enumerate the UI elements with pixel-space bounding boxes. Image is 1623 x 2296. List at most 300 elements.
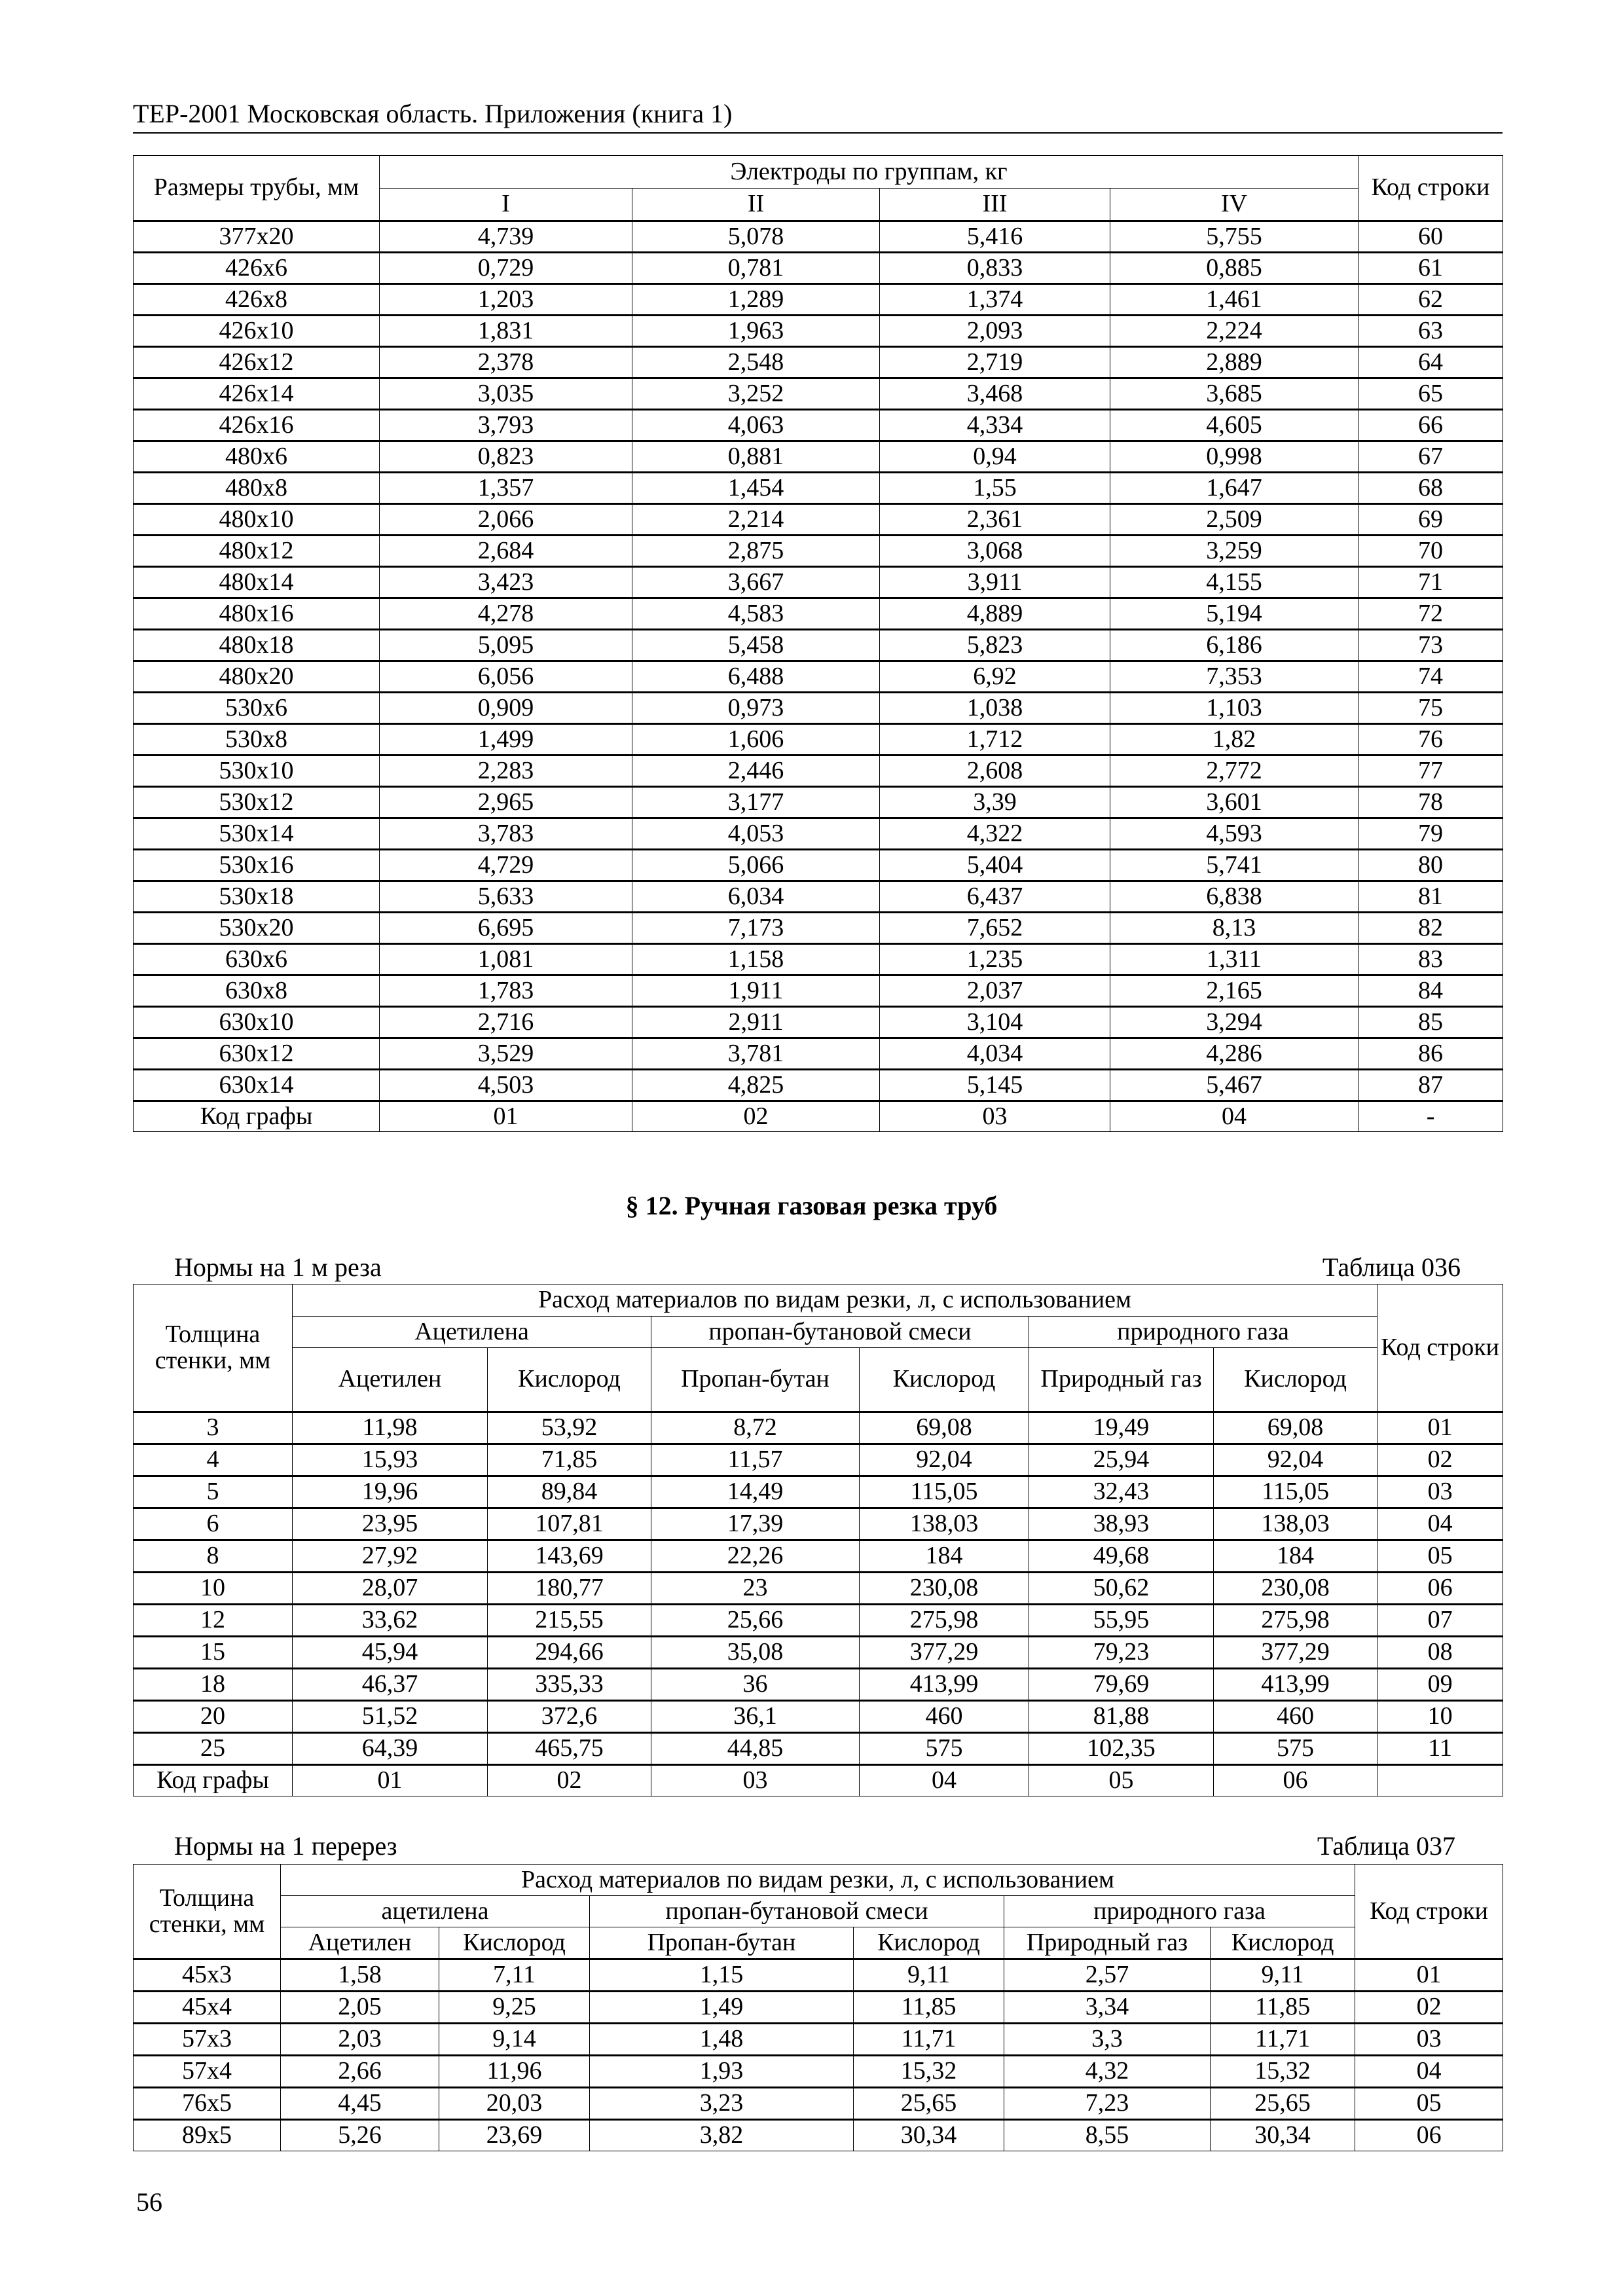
table-cell: 480x6 — [134, 441, 380, 473]
table-cell: 1,58 — [281, 1959, 439, 1992]
table-cell: 1,374 — [880, 284, 1110, 316]
table-cell: 530x20 — [134, 913, 380, 944]
table-cell: 184 — [860, 1540, 1029, 1573]
table-cell: 68 — [1359, 473, 1503, 504]
table-cell: 138,03 — [860, 1508, 1029, 1540]
table-cell: 2,361 — [880, 504, 1110, 536]
table-row — [134, 818, 1503, 850]
table-cell: 23 — [651, 1573, 860, 1605]
table-cell: 413,99 — [1214, 1669, 1377, 1701]
table-cell: 2,889 — [1110, 347, 1359, 378]
table-cell: 14,49 — [651, 1476, 860, 1508]
table-cell: 630x8 — [134, 975, 380, 1007]
table-cell: 45,94 — [293, 1637, 488, 1669]
table-row — [134, 944, 1503, 975]
col-header-row-code: Код строки — [1355, 1865, 1503, 1959]
table-cell: 5,458 — [632, 630, 880, 661]
table-cell: 25,66 — [651, 1605, 860, 1637]
subcol-acetylene: Ацетилен — [281, 1927, 439, 1959]
table-cell: 11,71 — [854, 2024, 1004, 2056]
table-cell: 18 — [134, 1669, 293, 1701]
table-036-number: Таблица 036 — [1322, 1252, 1461, 1282]
table-cell: 460 — [1214, 1701, 1377, 1733]
table-cell: 02 — [488, 1765, 651, 1796]
table-cell: 1,15 — [590, 1959, 854, 1992]
table-cell: 2,283 — [380, 756, 632, 787]
table-row — [134, 473, 1503, 504]
table-cell: 10 — [1377, 1701, 1503, 1733]
table-cell: 46,37 — [293, 1669, 488, 1701]
table-row — [134, 693, 1503, 724]
table-cell: 413,99 — [860, 1669, 1029, 1701]
table-row — [134, 724, 1503, 756]
table-row — [134, 347, 1503, 378]
table-cell: 630x14 — [134, 1070, 380, 1101]
table-cell: 72 — [1359, 598, 1503, 630]
table-cell: 3,423 — [380, 567, 632, 598]
table-cell: 78 — [1359, 787, 1503, 818]
table-row — [134, 975, 1503, 1007]
table-cell: 143,69 — [488, 1540, 651, 1573]
table-cell: 4,034 — [880, 1038, 1110, 1070]
table-cell: 76 — [1359, 724, 1503, 756]
table-cell: 5,194 — [1110, 598, 1359, 630]
table-cell: 4,053 — [632, 818, 880, 850]
table-row — [134, 567, 1503, 598]
table-cell: 9,11 — [854, 1959, 1004, 1992]
table-cell: 7,353 — [1110, 661, 1359, 693]
table-cell: 01 — [380, 1101, 632, 1132]
subcol-oxygen: Кислород — [1211, 1927, 1355, 1959]
table-cell: 61 — [1359, 253, 1503, 284]
table-cell: 57x4 — [134, 2056, 281, 2088]
table-cell: 82 — [1359, 913, 1503, 944]
table-cell: 83 — [1359, 944, 1503, 975]
table-cell: 3 — [134, 1412, 293, 1444]
table-cell: 79,69 — [1029, 1669, 1214, 1701]
table-cell: 215,55 — [488, 1605, 651, 1637]
table-cell: 2,214 — [632, 504, 880, 536]
table-cell: 1,038 — [880, 693, 1110, 724]
table-cell: 06 — [1214, 1765, 1377, 1796]
table-cell: 23,69 — [439, 2120, 590, 2151]
table-cell: 1,831 — [380, 316, 632, 347]
table-row — [134, 2024, 1503, 2056]
table-row — [134, 1070, 1503, 1101]
table-cell: 4 — [134, 1444, 293, 1476]
table-cell: 138,03 — [1214, 1508, 1377, 1540]
table-cell: 4,063 — [632, 410, 880, 441]
table-cell: 372,6 — [488, 1701, 651, 1733]
table-cell: 62 — [1359, 284, 1503, 316]
table-cell: 8,55 — [1004, 2120, 1211, 2151]
table-cell: 89,84 — [488, 1476, 651, 1508]
table-cell: 89x5 — [134, 2120, 281, 2151]
table-cell: 2,509 — [1110, 504, 1359, 536]
table-cell: 15,93 — [293, 1444, 488, 1476]
table-cell: 2,378 — [380, 347, 632, 378]
table-cell: 36 — [651, 1669, 860, 1701]
table-row — [134, 598, 1503, 630]
table-cell: 0,823 — [380, 441, 632, 473]
table-cell: 75 — [1359, 693, 1503, 724]
table-cell: 3,34 — [1004, 1992, 1211, 2024]
subcol-oxygen: Кислород — [854, 1927, 1004, 1959]
table-cell: 6,034 — [632, 881, 880, 913]
table-cell: 84 — [1359, 975, 1503, 1007]
table-cell: 04 — [860, 1765, 1029, 1796]
table-cell: 3,783 — [380, 818, 632, 850]
table-cell: 7,173 — [632, 913, 880, 944]
table-cell: 426x10 — [134, 316, 380, 347]
table-cell: 01 — [1377, 1412, 1503, 1444]
table-cell: 19,96 — [293, 1476, 488, 1508]
table-cell: 73 — [1359, 630, 1503, 661]
table-cell: 1,289 — [632, 284, 880, 316]
table-cell: 180,77 — [488, 1573, 651, 1605]
table-cell: 4,729 — [380, 850, 632, 881]
table-row — [134, 253, 1503, 284]
subgroup-acetylene: Ацетилена — [293, 1317, 651, 1348]
table-cell: 20 — [134, 1701, 293, 1733]
table-cell: 23,95 — [293, 1508, 488, 1540]
electrodes-table — [133, 155, 1503, 1132]
table-cell: 4,45 — [281, 2088, 439, 2120]
table-cell: 275,98 — [860, 1605, 1029, 1637]
table-cell: 76x5 — [134, 2088, 281, 2120]
subcol-oxygen: Кислород — [1214, 1348, 1377, 1412]
table-cell: 25,94 — [1029, 1444, 1214, 1476]
table-cell: 184 — [1214, 1540, 1377, 1573]
table-row — [134, 2120, 1503, 2151]
table-cell: 74 — [1359, 661, 1503, 693]
table-cell: 1,783 — [380, 975, 632, 1007]
table-cell: 3,39 — [880, 787, 1110, 818]
table-cell: 0,885 — [1110, 253, 1359, 284]
table-cell: 230,08 — [1214, 1573, 1377, 1605]
table-cell: 64,39 — [293, 1733, 488, 1765]
table-cell: 01 — [1355, 1959, 1503, 1992]
table-cell: 2,66 — [281, 2056, 439, 2088]
table-row — [134, 1733, 1503, 1765]
table-row — [134, 1540, 1503, 1573]
table-cell: 57x3 — [134, 2024, 281, 2056]
table-cell: 85 — [1359, 1007, 1503, 1038]
table-cell: 3,529 — [380, 1038, 632, 1070]
table-row — [134, 1765, 1503, 1796]
table-cell: 5,066 — [632, 850, 880, 881]
table-cell: - — [1359, 1101, 1503, 1132]
table-cell: 3,601 — [1110, 787, 1359, 818]
table-cell: 530x16 — [134, 850, 380, 881]
table-cell: 1,911 — [632, 975, 880, 1007]
table-cell: 9,11 — [1211, 1959, 1355, 1992]
table-cell: 3,23 — [590, 2088, 854, 2120]
table-row — [134, 441, 1503, 473]
table-cell: 630x10 — [134, 1007, 380, 1038]
table-cell: 65 — [1359, 378, 1503, 410]
table-cell: 92,04 — [1214, 1444, 1377, 1476]
table-cell: 426x12 — [134, 347, 380, 378]
table-cell: 530x6 — [134, 693, 380, 724]
table-cell: 27,92 — [293, 1540, 488, 1573]
table-cell: 10 — [134, 1573, 293, 1605]
table-cell: 480x16 — [134, 598, 380, 630]
subcol-propane-butane: Пропан-бутан — [590, 1927, 854, 1959]
col-header-group-4: IV — [1110, 189, 1359, 221]
col-header-row-code: Код строки — [1377, 1285, 1503, 1412]
table-cell: 6 — [134, 1508, 293, 1540]
table-cell: 1,357 — [380, 473, 632, 504]
table-cell: 4,583 — [632, 598, 880, 630]
table-cell: 66 — [1359, 410, 1503, 441]
table-cell: 460 — [860, 1701, 1029, 1733]
subcol-propane-butane: Пропан-бутан — [651, 1348, 860, 1412]
table-cell: 1,712 — [880, 724, 1110, 756]
table-cell: 3,82 — [590, 2120, 854, 2151]
table-cell: 3,667 — [632, 567, 880, 598]
table-cell: 09 — [1377, 1669, 1503, 1701]
table-cell: 87 — [1359, 1070, 1503, 1101]
col-header-row-code: Код строки — [1359, 156, 1503, 221]
table-cell: 1,647 — [1110, 473, 1359, 504]
table-cell: 2,965 — [380, 787, 632, 818]
table-row — [134, 630, 1503, 661]
table-cell: 8,13 — [1110, 913, 1359, 944]
table-cell: 11 — [1377, 1733, 1503, 1765]
table-cell: 01 — [293, 1765, 488, 1796]
table-cell: 70 — [1359, 536, 1503, 567]
table-cell: 2,066 — [380, 504, 632, 536]
table-cell: 04 — [1355, 2056, 1503, 2088]
table-row — [134, 850, 1503, 881]
table-cell: 05 — [1029, 1765, 1214, 1796]
table-cell: 102,35 — [1029, 1733, 1214, 1765]
table-row — [134, 410, 1503, 441]
table-cell: 3,252 — [632, 378, 880, 410]
table-cell: 480x12 — [134, 536, 380, 567]
col-header-electrodes: Электроды по группам, кг — [380, 156, 1359, 189]
table-cell: 107,81 — [488, 1508, 651, 1540]
table-cell: 79,23 — [1029, 1637, 1214, 1669]
table-cell: 426x6 — [134, 253, 380, 284]
table-cell: 4,593 — [1110, 818, 1359, 850]
table-cell: 4,155 — [1110, 567, 1359, 598]
table-cell: 4,503 — [380, 1070, 632, 1101]
table-cell: 51,52 — [293, 1701, 488, 1733]
table-cell: 28,07 — [293, 1573, 488, 1605]
table-cell: 2,037 — [880, 975, 1110, 1007]
table-037-caption: Нормы на 1 перерез — [174, 1831, 397, 1861]
table-row — [134, 881, 1503, 913]
table-row — [134, 787, 1503, 818]
table-cell: 480x8 — [134, 473, 380, 504]
table-cell: 69 — [1359, 504, 1503, 536]
table-cell: 1,963 — [632, 316, 880, 347]
table-row — [134, 504, 1503, 536]
table-cell: 02 — [632, 1101, 880, 1132]
table-cell: 5,26 — [281, 2120, 439, 2151]
table-cell: 08 — [1377, 1637, 1503, 1669]
table-cell: 426x16 — [134, 410, 380, 441]
table-cell: 49,68 — [1029, 1540, 1214, 1573]
table-cell: 11,98 — [293, 1412, 488, 1444]
table-row — [134, 1992, 1503, 2024]
table-cell: 4,334 — [880, 410, 1110, 441]
table-cell: 9,25 — [439, 1992, 590, 2024]
table-cell: 3,685 — [1110, 378, 1359, 410]
table-cell: Код графы — [134, 1101, 380, 1132]
table-cell: 4,32 — [1004, 2056, 1211, 2088]
table-row — [134, 1573, 1503, 1605]
table-cell: 7,23 — [1004, 2088, 1211, 2120]
table-cell: 11,57 — [651, 1444, 860, 1476]
table-cell: 7,652 — [880, 913, 1110, 944]
table-cell: 0,781 — [632, 253, 880, 284]
table-cell: 1,93 — [590, 2056, 854, 2088]
table-cell: 45x4 — [134, 1992, 281, 2024]
page-number: 56 — [136, 2187, 162, 2217]
table-cell: 1,235 — [880, 944, 1110, 975]
table-cell: 4,825 — [632, 1070, 880, 1101]
table-cell: 0,973 — [632, 693, 880, 724]
table-cell: 1,454 — [632, 473, 880, 504]
table-036 — [133, 1284, 1503, 1796]
table-037 — [133, 1864, 1503, 2151]
table-cell: 44,85 — [651, 1733, 860, 1765]
table-row — [134, 2056, 1503, 2088]
table-cell: 8 — [134, 1540, 293, 1573]
table-cell: 2,446 — [632, 756, 880, 787]
table-cell: 05 — [1355, 2088, 1503, 2120]
table-row — [134, 1007, 1503, 1038]
table-cell: 4,286 — [1110, 1038, 1359, 1070]
table-cell: 377,29 — [1214, 1637, 1377, 1669]
table-cell: 5,823 — [880, 630, 1110, 661]
table-cell: 1,82 — [1110, 724, 1359, 756]
table-cell: 115,05 — [860, 1476, 1029, 1508]
table-cell: 80 — [1359, 850, 1503, 881]
section-title: § 12. Ручная газовая резка труб — [625, 1191, 998, 1220]
table-cell: 2,165 — [1110, 975, 1359, 1007]
table-cell — [1377, 1765, 1503, 1796]
table-cell: 480x14 — [134, 567, 380, 598]
table-cell: 2,716 — [380, 1007, 632, 1038]
table-cell: 530x10 — [134, 756, 380, 787]
table-cell: 69,08 — [860, 1412, 1029, 1444]
table-cell: 1,499 — [380, 724, 632, 756]
table-cell: 575 — [1214, 1733, 1377, 1765]
table-cell: 426x14 — [134, 378, 380, 410]
table-row — [134, 1701, 1503, 1733]
table-cell: 465,75 — [488, 1733, 651, 1765]
table-row — [134, 1669, 1503, 1701]
table-cell: 3,294 — [1110, 1007, 1359, 1038]
col-header-pipe-size: Размеры трубы, мм — [134, 156, 380, 221]
col-header-group-2: II — [632, 189, 880, 221]
table-cell: 79 — [1359, 818, 1503, 850]
table-cell: 4,278 — [380, 598, 632, 630]
table-cell: 60 — [1359, 221, 1503, 253]
table-cell: 5 — [134, 1476, 293, 1508]
table-row — [134, 756, 1503, 787]
running-header: ТЕР-2001 Московская область. Приложения (книга 1) — [133, 99, 733, 128]
table-cell: 0,881 — [632, 441, 880, 473]
table-cell: 3,177 — [632, 787, 880, 818]
subcol-natural-gas: Природный газ — [1004, 1927, 1211, 1959]
table-cell: 81 — [1359, 881, 1503, 913]
table-cell: 4,889 — [880, 598, 1110, 630]
table-cell: 77 — [1359, 756, 1503, 787]
table-cell: 3,3 — [1004, 2024, 1211, 2056]
table-cell: 0,729 — [380, 253, 632, 284]
table-cell: 6,186 — [1110, 630, 1359, 661]
table-cell: 1,48 — [590, 2024, 854, 2056]
table-cell: 5,078 — [632, 221, 880, 253]
subgroup-natural-gas: природного газа — [1029, 1317, 1377, 1348]
table-cell: 3,035 — [380, 378, 632, 410]
table-row — [134, 221, 1503, 253]
table-cell: 1,606 — [632, 724, 880, 756]
subgroup-propane-butane: пропан-бутановой смеси — [590, 1896, 1004, 1927]
table-cell: 38,93 — [1029, 1508, 1214, 1540]
table-row — [134, 1412, 1503, 1444]
table-cell: 03 — [880, 1101, 1110, 1132]
table-cell: 480x18 — [134, 630, 380, 661]
col-header-consumption: Расход материалов по видам резки, л, с использованием — [293, 1285, 1377, 1317]
table-row — [134, 1101, 1503, 1132]
table-cell: 15 — [134, 1637, 293, 1669]
table-cell: 3,911 — [880, 567, 1110, 598]
table-cell: 11,85 — [854, 1992, 1004, 2024]
table-row — [134, 1605, 1503, 1637]
table-cell: 5,416 — [880, 221, 1110, 253]
table-cell: 4,739 — [380, 221, 632, 253]
table-cell: 25 — [134, 1733, 293, 1765]
table-cell: 17,39 — [651, 1508, 860, 1540]
subcol-acetylene: Ацетилен — [293, 1348, 488, 1412]
table-cell: 2,224 — [1110, 316, 1359, 347]
table-cell: 30,34 — [1211, 2120, 1355, 2151]
table-cell: 06 — [1377, 1573, 1503, 1605]
table-row — [134, 913, 1503, 944]
col-header-group-3: III — [880, 189, 1110, 221]
table-cell: 11,96 — [439, 2056, 590, 2088]
table-cell: 6,695 — [380, 913, 632, 944]
table-cell: 530x14 — [134, 818, 380, 850]
table-cell: 05 — [1377, 1540, 1503, 1573]
table-cell: 1,55 — [880, 473, 1110, 504]
table-cell: 03 — [1355, 2024, 1503, 2056]
table-cell: 6,488 — [632, 661, 880, 693]
col-header-consumption: Расход материалов по видам резки, л, с использованием — [281, 1865, 1355, 1896]
table-row — [134, 1444, 1503, 1476]
table-cell: 2,093 — [880, 316, 1110, 347]
table-cell: 4,322 — [880, 818, 1110, 850]
table-cell: 36,1 — [651, 1701, 860, 1733]
table-cell: 5,145 — [880, 1070, 1110, 1101]
table-cell: 02 — [1377, 1444, 1503, 1476]
table-cell: 6,056 — [380, 661, 632, 693]
table-cell: 69,08 — [1214, 1412, 1377, 1444]
table-cell: 04 — [1110, 1101, 1359, 1132]
table-row — [134, 1038, 1503, 1070]
table-cell: 426x8 — [134, 284, 380, 316]
table-cell: 2,719 — [880, 347, 1110, 378]
table-cell: 5,741 — [1110, 850, 1359, 881]
table-cell: 377,29 — [860, 1637, 1029, 1669]
table-cell: 1,081 — [380, 944, 632, 975]
